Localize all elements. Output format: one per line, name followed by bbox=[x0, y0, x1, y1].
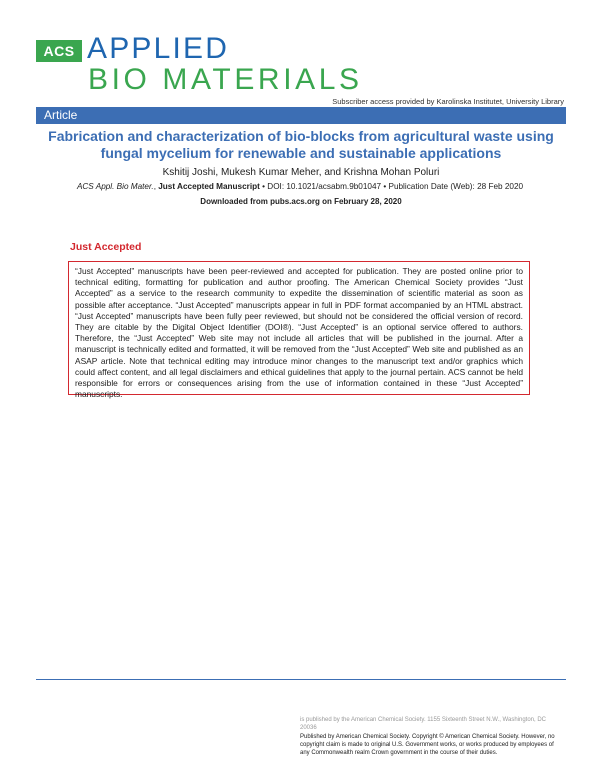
doi-and-date: • DOI: 10.1021/acsabm.9b01047 • Publication Date (Web): 28 Feb 2020 bbox=[259, 182, 524, 191]
article-type-bar bbox=[36, 107, 566, 124]
article-type-label: Article bbox=[44, 108, 78, 122]
journal-name-line1: APPLIED bbox=[87, 32, 230, 65]
author-list: Kshitij Joshi, Mukesh Kumar Meher, and Krishna Mohan Poluri bbox=[162, 167, 440, 178]
article-title: Fabrication and characterization of bio-blocks from agricultural waste using fungal mycelium for renewable and sustainable applications bbox=[48, 128, 554, 161]
download-notice: Downloaded from pubs.acs.org on February 28, 2020 bbox=[200, 197, 402, 206]
journal-name-line2: BIO MATERIALS bbox=[88, 63, 363, 96]
just-accepted-body: “Just Accepted” manuscripts have been peer-reviewed and accepted for publication. They are posted online prior to technical editing, formatting for publication and author proofing. The American Chemical Society provides “Just Accepted” as a service to the research community to expedite the dissemination of scientific material as soon as possible after acceptance. “Just Accepted” manuscripts appear in full in PDF format accompanied by an HTML abstract. “Just Accepted” manuscripts have been fully peer reviewed, but should not be considered the official version of record. They are citable by the Digital Object Identifier (DOI®). “Just Accepted” is an optional service offered to authors. Therefore, the “Just Accepted” Web site may not include all articles that will be published in the journal. After a manuscript is technically edited and formatted, it will be removed from the “Just Accepted” Web site and published as an ASAP article. Note that technical editing may introduce minor changes to the manuscript text and/or graphics which could affect content, and all legal disclaimers and ethical guidelines that apply to the journal pertain. ACS cannot be held responsible for errors or consequences arising from the use of information contained in these “Just Accepted” manuscripts. bbox=[75, 266, 523, 400]
copyright-notice: Published by American Chemical Society. Copyright © American Chemical Society. However, no copyright claim is made to original U.S. Government works, or works produced by employees of any Commonwealth realm Crown government in the course of their duties. bbox=[300, 734, 555, 756]
journal-abbrev: ACS Appl. Bio Mater. bbox=[76, 182, 154, 191]
citation-line: ACS Appl. Bio Mater., Just Accepted Manuscript • DOI: 10.1021/acsabm.9b01047 • Publication Date (Web): 28 Feb 2020 bbox=[76, 182, 524, 191]
publisher-address: is published by the American Chemical Society. 1155 Sixteenth Street N.W., Washington, DC 20036 bbox=[300, 717, 547, 731]
just-accepted-heading: Just Accepted bbox=[70, 241, 142, 253]
acs-badge: ACS bbox=[36, 40, 82, 62]
subscriber-notice: Subscriber access provided by Karolinska Institutet, University Library bbox=[332, 97, 564, 106]
footer-divider bbox=[36, 679, 566, 680]
just-accepted-notice-box bbox=[68, 261, 530, 400]
manuscript-status[interactable]: Just Accepted Manuscript bbox=[158, 182, 260, 191]
